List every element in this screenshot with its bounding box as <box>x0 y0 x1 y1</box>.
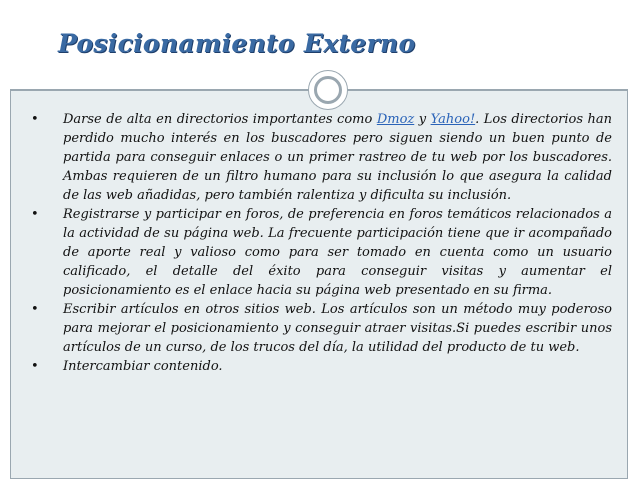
bullet-text: Darse de alta en directorios importantes como <box>63 112 377 127</box>
list-item <box>27 357 612 376</box>
dmoz-link[interactable]: Dmoz <box>376 112 415 127</box>
bullet-text: Escribir artículos en otros sitios web. Los artículos son un método muy poderoso para mejorar el posicionamiento y conseguir atraer visitas.Si puedes escribir unos artículos de un curso, de los trucos del día, la utilidad del producto de tu web. <box>63 302 612 355</box>
circle-ornament-inner-icon <box>314 76 342 104</box>
bullet-text: . Los directorios han perdido mucho interés en los buscadores pero siguen siendo un buen punto de partida para conseguir enlaces o un primer rastreo de tu web por los buscadores. Ambas requieren de un filtro humano para su inclusión lo que asegura la calidad de las web añadidas, pero también ralentiza y dificulta su inclusión. <box>63 112 613 203</box>
bullet-icon: • <box>31 359 39 374</box>
slide <box>10 0 628 479</box>
bullet-icon: • <box>31 302 39 317</box>
bullet-text: Intercambiar contenido. <box>63 359 223 374</box>
bullet-text: Registrarse y participar en foros, de preferencia en foros temáticos relacionados a la actividad de su página web. La frecuente participación tiene que ir acompañado de aporte real y valioso como para ser tomado en cuenta como un usuario calificado, el detalle del éxito para conseguir visitas y aumentar el posicionamiento es el enlace hacia su página web presentado en su firma. <box>63 207 612 298</box>
list-item <box>27 300 612 357</box>
bullet-list <box>27 110 612 376</box>
bullet-icon: • <box>31 207 39 222</box>
bullet-icon: • <box>31 112 39 127</box>
content-panel <box>10 90 628 479</box>
list-item <box>27 205 612 300</box>
bullet-text: y <box>414 112 431 127</box>
slide-title: Posicionamiento Externo <box>58 29 416 58</box>
yahoo-link[interactable]: Yahoo! <box>430 112 476 127</box>
list-item <box>27 110 612 205</box>
